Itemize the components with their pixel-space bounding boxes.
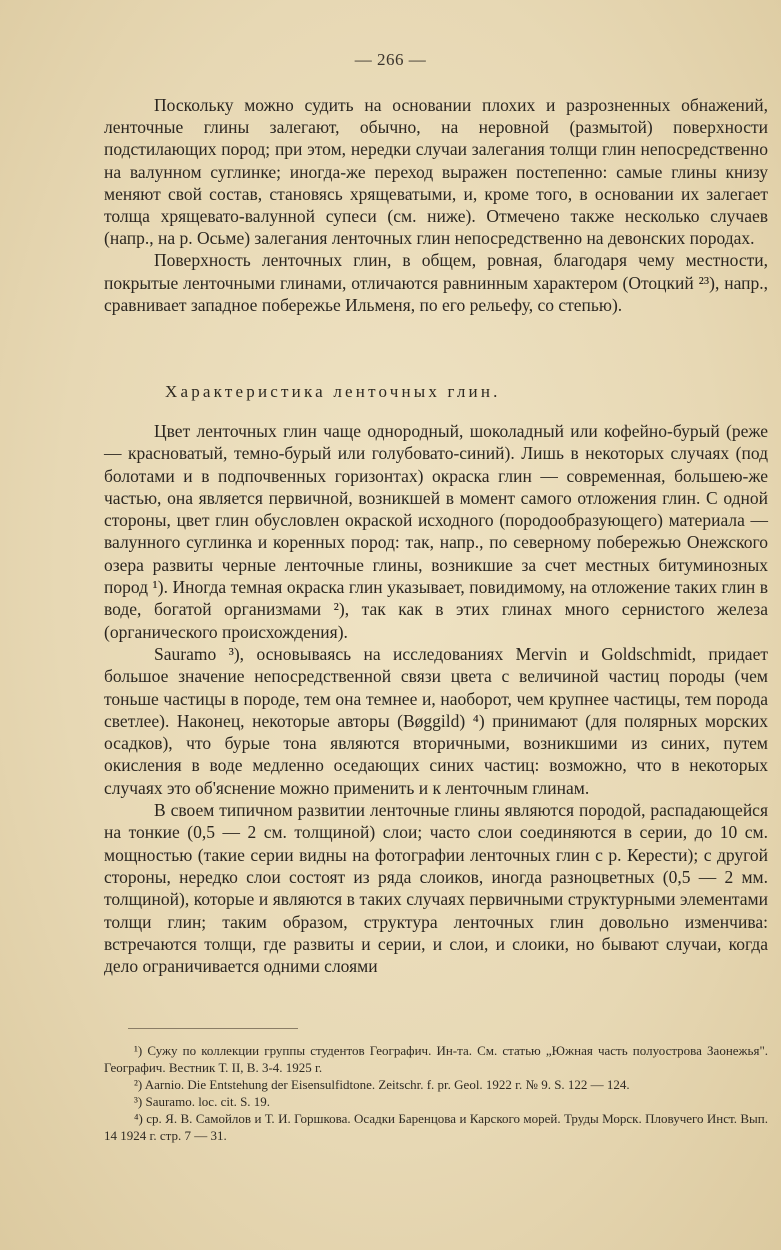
footnote-divider: [128, 1028, 298, 1029]
paragraph: Поскольку можно судить на основании плохих и разрозненных обнажений, ленточные глины залегают, обычно, на неровной (размытой) поверхности подстилающих пород; при этом, нередки случаи залегания толщи глин непосредственно на валунном суглинке; иногда-же переход выражен постепенно: самые глины книзу меняют свой состав, становясь хрящеватыми, и, кроме того, в основании их залегает толща хрящевато-валунной супеси (см. ниже). Отмечено также несколько случаев (напр., на р. Осьме) залегания ленточных глин непосредственно на девонских породах.: [104, 95, 768, 249]
paragraph: Цвет ленточных глин чаще однородный, шоколадный или кофейно-бурый (реже — красноватый, темно-бурый или голубовато-синий). Лишь в некоторых случаях (под болотами и в подпочвенных горизонтах) окраска глин — современная, большею-же частью, она является первичной, возникшей в момент самого отложения глин. С одной стороны, цвет глин обусловлен окраской исходного (породообразующего) материала — валунного суглинка и коренных пород: так, напр., по северному побережью Онежского озера развиты черные ленточные глины, возникшие за счет местных битуминозных пород ¹). Иногда темная окраска глин указывает, повидимому, на отложение таких глин в воде, богатой организмами ²), так как в этих глинах много сернистого железа (органического происхождения).: [104, 421, 768, 642]
paragraph: Sauramo ³), основываясь на исследованиях Mervin и Goldschmidt, придает большое значение непосредственной связи цвета с величиной частиц породы (чем тоньше частицы в породе, тем она темнее и, наоборот, чем крупнее частицы, тем порода светлее). Наконец, некоторые авторы (Bøggild) ⁴) принимают (для полярных морских осадков), что бурые тона являются вторичными, возникшими из синих, путем окисления в воде медленно оседающих синих частиц: возможно, что в некоторых случаях это об'яснение можно применить и к ленточным глинам.: [104, 643, 768, 798]
footnote: ⁴) ср. Я. В. Самойлов и Т. И. Горшкова. Осадки Баренцова и Карского морей. Труды Морск. Пловучего Инст. Вып. 14 1924 г. стр. 7 — 31.: [104, 1111, 768, 1143]
body-text-top: [104, 94, 768, 316]
footnote: ¹) Сужу по коллекции группы студентов Географич. Ин-та. См. статью „Южная часть полуострова Заонежья". Географич. Вестник Т. II, В. 3-4. 1925 г.: [104, 1043, 768, 1075]
footnotes: [104, 1042, 768, 1144]
footnote: ²) Aarnio. Die Entstehung der Eisensulfidtone. Zeitschr. f. pr. Geol. 1922 г. № 9. S. 122 — 124.: [134, 1077, 630, 1092]
paragraph: Поверхность ленточных глин, в общем, ровная, благодаря чему местности, покрытые ленточными глинами, отличаются равнинным характером (Отоцкий ²³), напр., сравнивает западное побережье Ильменя, по его рельефу, со степью).: [104, 250, 768, 315]
body-text-section: [104, 420, 768, 977]
footnote: ³) Sauramo. loc. cit. S. 19.: [134, 1094, 271, 1109]
section-heading: Характеристика ленточных глин.: [165, 382, 501, 401]
page-number: — 266 —: [354, 50, 427, 69]
paragraph: В своем типичном развитии ленточные глины являются породой, распадающейся на тонкие (0,5 — 2 см. толщиной) слои; часто слои соединяются в серии, до 10 см. мощностью (такие серии видны на фотографии ленточных глин с р. Керести); с другой стороны, нередко слои состоят из ряда слоиков, иногда разноцветных (0,5 — 2 мм. толщиной), которые и являются в таких случаях первичными структурными элементами толщи глин; таким образом, структура ленточных глин довольно изменчива: встречаются толщи, где развиты и серии, и слои, и слоики, но бывают случаи, когда дело ограничивается одними слоями: [104, 800, 768, 977]
